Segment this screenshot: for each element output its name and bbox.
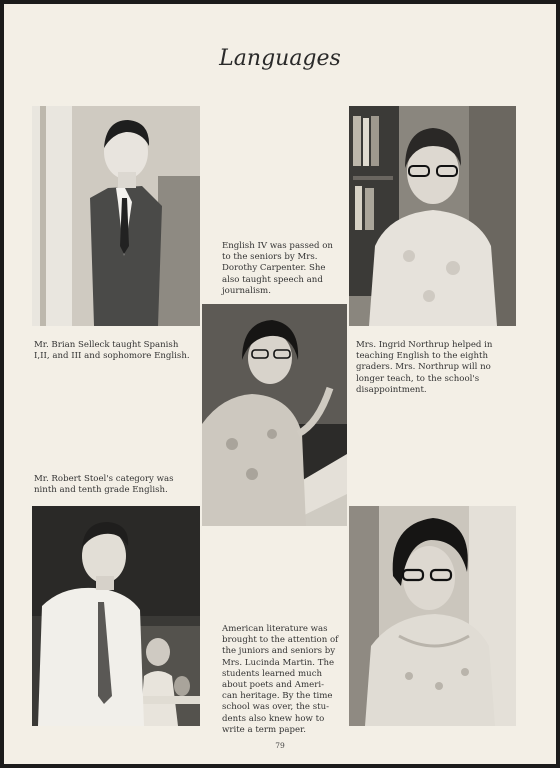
- photo-lucinda-martin: [349, 506, 516, 726]
- photo-ingrid-northrup: [349, 106, 516, 326]
- photo-brian-selleck: [32, 106, 200, 326]
- caption-lucinda-martin: American literature was brought to the attention of the juniors and seniors by Mrs. Lucinda Martin. The students learned much about poets and Ameri- can heritage. By the time school was over, the stu- dents also knew how to write a term paper.: [222, 624, 339, 735]
- caption-brian-selleck: Mr. Brian Selleck taught Spanish I,II, and III and sophomore English.: [34, 340, 190, 362]
- photo-dorothy-carpenter: [202, 304, 347, 526]
- page-title: Languages: [219, 46, 341, 71]
- page-number: 79: [275, 741, 285, 750]
- caption-robert-stoel: Mr. Robert Stoel's category was ninth and tenth grade English.: [34, 474, 174, 496]
- caption-dorothy-carpenter: English IV was passed on to the seniors by Mrs. Dorothy Carpenter. She also taught speech and journalism.: [222, 241, 333, 296]
- photo-robert-stoel: [32, 506, 200, 726]
- yearbook-page: [4, 4, 556, 764]
- caption-ingrid-northrup: Mrs. Ingrid Northrup helped in teaching English to the eighth graders. Mrs. Northrup will no longer teach, to the school's disappointment.: [356, 340, 493, 395]
